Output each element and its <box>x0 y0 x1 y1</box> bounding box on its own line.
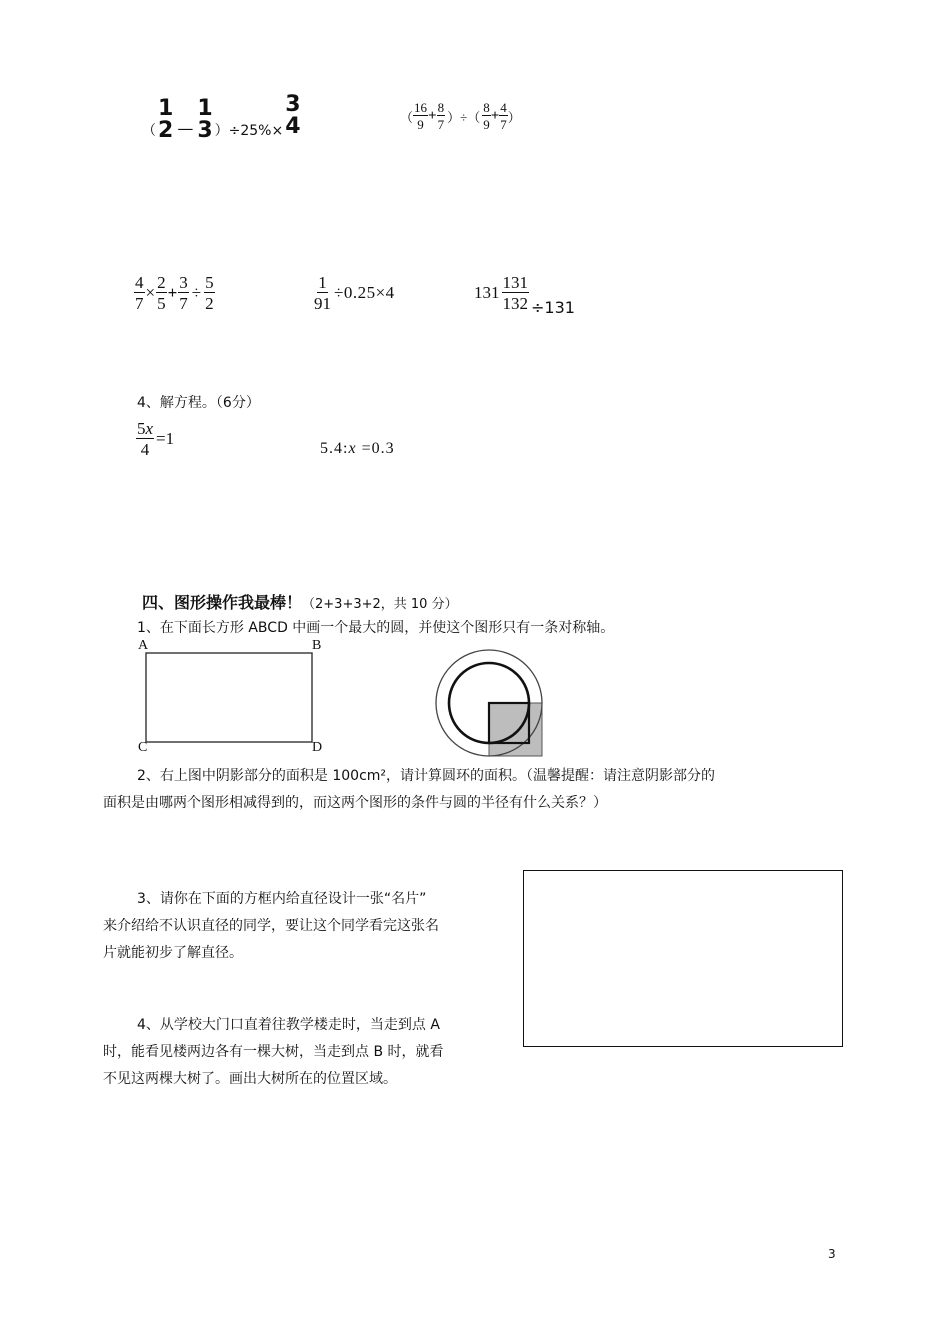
operator-text: ÷0.25×4 <box>334 283 395 302</box>
numerator: 3 <box>285 92 301 117</box>
business-card-answer-box[interactable] <box>523 870 843 1047</box>
fraction-1-91 <box>314 274 331 312</box>
numerator: 16 <box>414 100 428 115</box>
numerator: 1 <box>318 273 327 292</box>
expression-1 <box>142 92 301 142</box>
question-4-title: 4、解方程。（6分） <box>137 395 260 411</box>
denominator: 5 <box>157 294 166 313</box>
equals-text: =1 <box>156 429 175 448</box>
denominator: 4 <box>140 440 150 459</box>
denominator: 2 <box>205 294 214 313</box>
times-sign: × <box>145 283 156 302</box>
expression-3 <box>134 268 215 318</box>
fraction-1-2 <box>158 98 173 142</box>
numerator: 8 <box>437 100 445 115</box>
fraction-5-2 <box>204 274 215 312</box>
denominator: 91 <box>314 294 331 313</box>
numerator: 131 <box>502 273 528 292</box>
question-2-line-1: 2、右上图中阴影部分的面积是 100cm²，请计算圆环的面积。（温馨提醒：请注意阴影部分的 <box>137 768 716 784</box>
fraction-8-7 <box>437 101 446 131</box>
label-a: A <box>138 638 149 653</box>
equation-1 <box>136 415 174 463</box>
denominator: 7 <box>135 294 144 313</box>
equation-2 <box>320 440 395 458</box>
whole-number: 131 <box>474 283 500 302</box>
denominator: 9 <box>417 117 424 132</box>
plus-sign: + <box>490 107 500 124</box>
numerator: 8 <box>483 100 490 115</box>
divide-sign: ÷ <box>191 283 202 302</box>
question-4-line-2: 时，能看见楼两边各有一棵大树，当走到点 B 时，就看 <box>103 1044 444 1060</box>
numerator: 1 <box>197 96 213 121</box>
question-4-line-3: 不见这两棵大树了。画出大树所在的位置区域。 <box>103 1071 397 1087</box>
fraction-3-7 <box>178 274 189 312</box>
label-b: B <box>312 638 322 653</box>
fraction-2-5 <box>156 274 167 312</box>
variable-x: x <box>145 419 154 438</box>
question-2-line-2: 面积是由哪两个图形相减得到的，而这两个图形的条件与圆的半径有什么关系？） <box>103 795 607 811</box>
denominator: 132 <box>502 294 528 313</box>
expression-2 <box>400 94 521 138</box>
question-3-line-2: 来介绍给不认识直径的同学，要让这个同学看完这张名 <box>103 918 439 934</box>
label-d: D <box>312 740 323 755</box>
plus-sign: + <box>167 283 178 302</box>
fraction-3-4 <box>285 94 300 138</box>
denominator: 4 <box>285 114 301 139</box>
divide-text: ）÷（ <box>447 109 481 125</box>
question-3-line-1: 3、请你在下面的方框内给直径设计一张“名片” <box>137 891 427 907</box>
fraction-1-3 <box>197 98 212 142</box>
numerator: 1 <box>158 96 174 121</box>
denominator: 3 <box>197 118 213 143</box>
section-title: 四、图形操作我最棒！ <box>142 593 303 612</box>
denominator: 7 <box>500 117 507 132</box>
section-score: （2+3+3+2，共 10 分） <box>302 597 458 612</box>
numerator <box>136 420 154 439</box>
page-number: 3 <box>828 1247 836 1261</box>
numerator: 4 <box>135 273 144 292</box>
left-paren: （ <box>142 123 156 139</box>
denominator: 7 <box>179 294 188 313</box>
numerator: 3 <box>179 273 188 292</box>
plus-sign: + <box>428 107 437 124</box>
equation-right: =0.3 <box>356 440 395 457</box>
variable-x: x <box>348 440 357 457</box>
ring-figure <box>430 650 550 770</box>
coefficient: 5 <box>137 419 146 438</box>
shaded-square <box>489 703 542 756</box>
expression-4 <box>314 268 395 318</box>
denominator: 2 <box>158 118 174 143</box>
rectangle-abcd-figure <box>134 638 334 758</box>
question-3-line-3: 片就能初步了解直径。 <box>103 945 243 961</box>
fraction-5x-4 <box>136 420 154 458</box>
minus-sign: — <box>177 119 194 138</box>
numerator: 4 <box>500 100 507 115</box>
right-paren: ） <box>507 109 521 125</box>
rectangle-abcd <box>146 653 312 742</box>
operator-text: ）÷25%× <box>214 123 284 139</box>
operator-text: ÷131 <box>531 297 575 317</box>
question-1-text: 1、在下面长方形 ABCD 中画一个最大的圆，并使这个图形只有一条对称轴。 <box>137 620 615 636</box>
fraction-4-7 <box>134 274 145 312</box>
expression-5 <box>474 268 575 318</box>
fraction-131-132 <box>502 274 530 312</box>
fraction-16-9 <box>413 101 428 131</box>
fraction-4-7 <box>499 101 508 131</box>
numerator: 2 <box>157 273 166 292</box>
denominator: 7 <box>437 117 445 132</box>
label-c: C <box>138 740 148 755</box>
left-paren: （ <box>400 109 414 125</box>
denominator: 9 <box>483 117 490 132</box>
fraction-8-9 <box>482 101 491 131</box>
equation-left: 5.4: <box>320 440 349 457</box>
section-heading <box>142 590 458 613</box>
question-4-line-1: 4、从学校大门口直着往教学楼走时，当走到点 A <box>137 1017 440 1033</box>
numerator: 5 <box>205 273 214 292</box>
